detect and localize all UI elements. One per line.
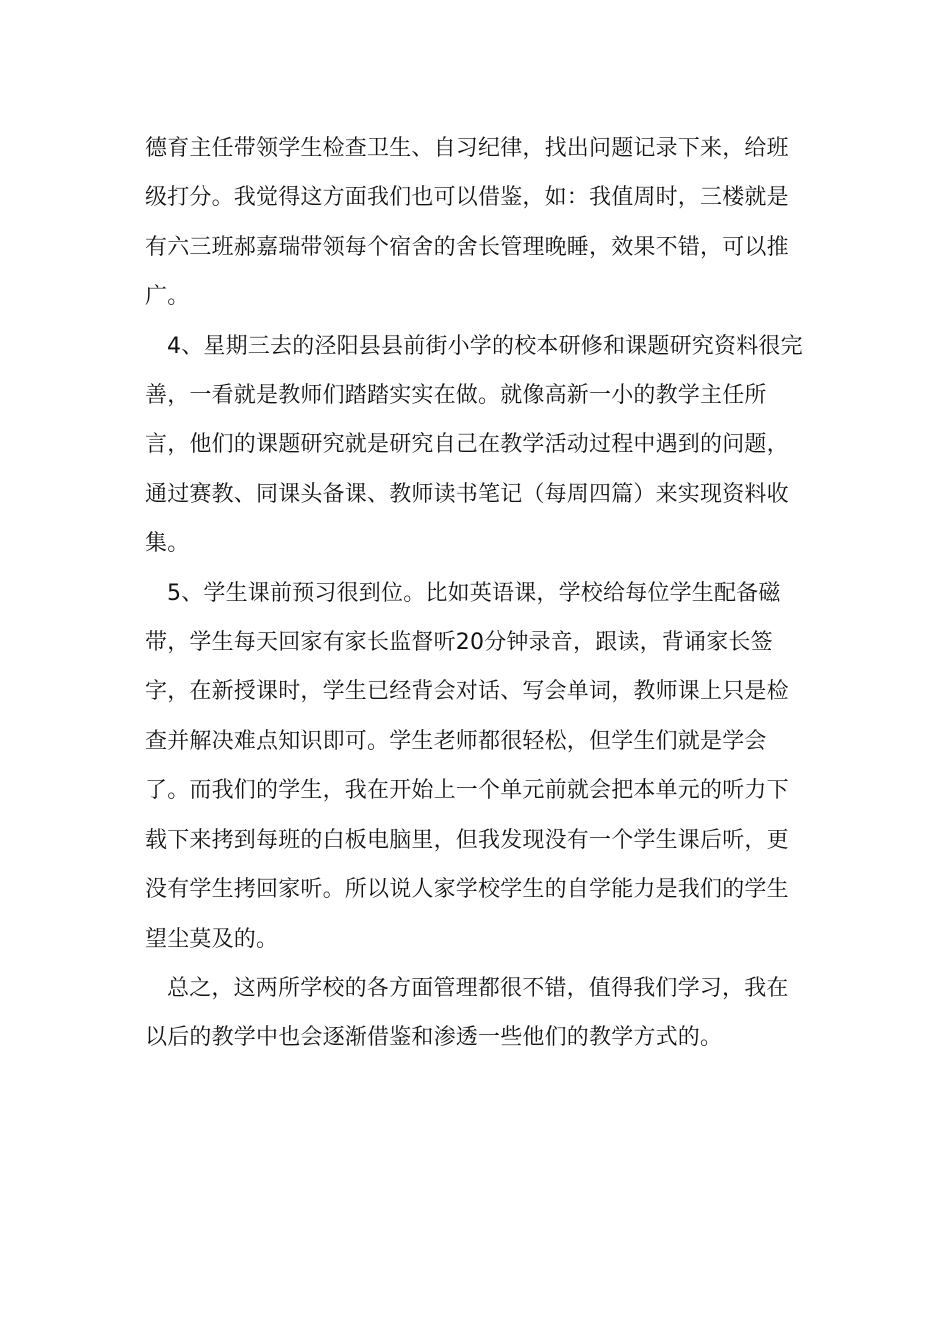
paragraph-conclusion: 总之，这两所学校的各方面管理都很不错，值得我们学习，我在以后的教学中也会逐渐借鉴和渗透一些他们的教学方式的。 [145,975,789,1051]
paragraph-item-4: 4、星期三去的泾阳县县前街小学的校本研修和课题研究资料很完善，一看就是教师们踏踏实实在做。就像高新一小的教学主任所言，他们的课题研究就是研究自己在教学活动过程中遇到的问题，通过赛教、同课头备课、教师读书笔记（每周四篇）来实现资料收集。 [145,333,803,557]
paragraph-continuation: 德育主任带领学生检查卫生、自习纪律，找出问题记录下来，给班级打分。我觉得这方面我们也可以借鉴，如：我值周时，三楼就是有六三班郝嘉瑞带领每个宿舍的舍长管理晚睡，效果不错，可以推广。 [145,136,789,310]
paragraph-item-5: 5、学生课前预习很到位。比如英语课，学校给每位学生配备磁带，学生每天回家有家长监督听20分钟录音，跟读，背诵家长签字，在新授课时，学生已经背会对话、写会单词，教师课上只是检查并解决难点知识即可。学生老师都很轻松，但学生们就是学会了。而我们的学生，我在开始上一个单元前就会把本单元的听力下载下来拷到每班的白板电脑里，但我发现没有一个学生课后听，更没有学生拷回家听。所以说人家学校学生的自学能力是我们的学生望尘莫及的。 [145,580,789,952]
document-body [145,124,810,1063]
